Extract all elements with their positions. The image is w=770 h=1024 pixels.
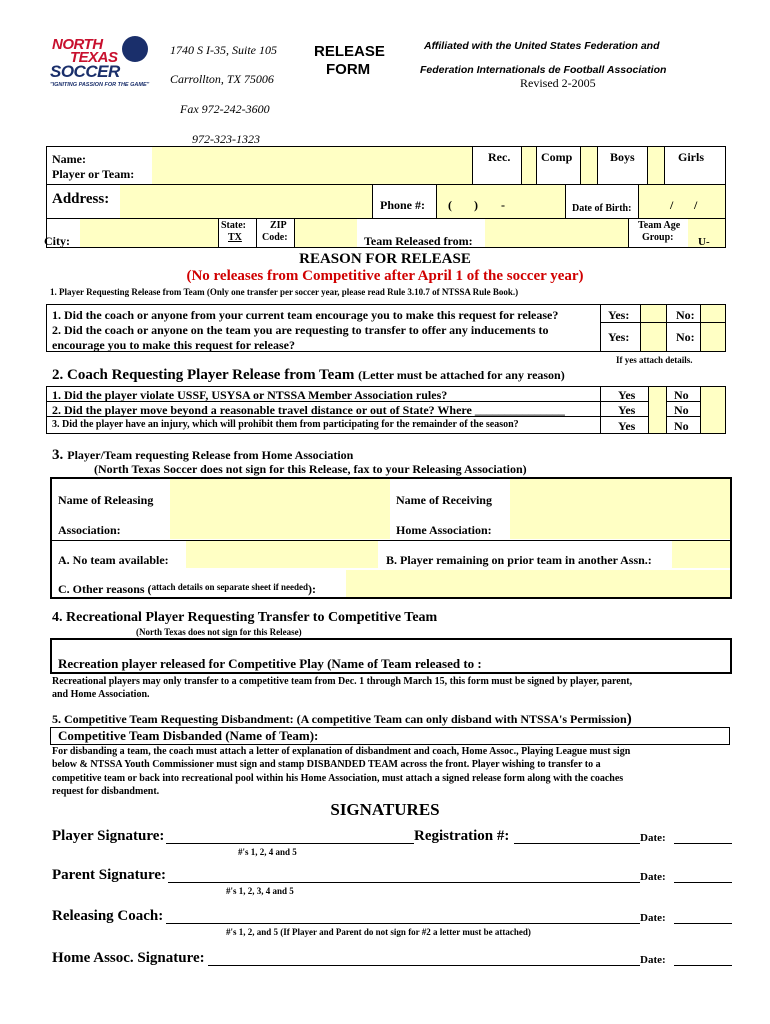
address-label: Address: xyxy=(52,191,110,207)
player-signature-line[interactable] xyxy=(166,843,414,844)
team-age-label-1: Team Age xyxy=(638,220,681,231)
team-released-label: Team Released from: xyxy=(364,234,473,248)
coach-signature-line[interactable] xyxy=(166,923,640,924)
player-signature-note: #'s 1, 2, 4 and 5 xyxy=(238,847,297,857)
player-date-label: Date: xyxy=(640,832,666,844)
s1-no-2: No: xyxy=(676,330,695,344)
player-team-label: Player or Team: xyxy=(52,167,135,181)
dob-field[interactable] xyxy=(639,185,725,218)
revised-date: Revised 2-2005 xyxy=(520,76,596,90)
other-reasons-small: attach details on separate sheet if needed xyxy=(151,582,309,592)
prior-team-label: B. Player remaining on prior team in another Assn.: xyxy=(386,553,652,567)
s2-question-2: 2. Did the player move beyond a reasonable travel distance or out of State? Where _______________ xyxy=(52,403,565,417)
affiliation-2: Federation Internationals de Football Association xyxy=(420,64,667,76)
reason-title: REASON FOR RELEASE xyxy=(299,251,471,267)
s2-yes-1: Yes xyxy=(618,388,636,402)
girls-label: Girls xyxy=(678,150,704,164)
home-date-line[interactable] xyxy=(674,965,732,966)
receiving-label-2: Home Association: xyxy=(396,523,492,537)
parent-signature-note: #'s 1, 2, 3, 4 and 5 xyxy=(226,886,294,896)
zip-label-1: ZIP xyxy=(270,220,287,231)
s2-no-2: No xyxy=(674,403,689,417)
section-5-text-4: request for disbandment. xyxy=(52,786,160,797)
section-2-note: (Letter must be attached for any reason) xyxy=(358,368,565,382)
if-yes-note: If yes attach details. xyxy=(616,355,693,365)
prior-team-field[interactable] xyxy=(672,541,730,568)
boys-checkbox[interactable] xyxy=(647,147,664,184)
reason-subtitle: (No releases from Competitive after April 1 of the soccer year) xyxy=(186,268,584,284)
header-fax: Fax 972-242-3600 xyxy=(180,102,270,116)
section-3-note: (North Texas Soccer does not sign for this Release, fax to your Releasing Association) xyxy=(94,462,527,476)
boys-label: Boys xyxy=(610,150,635,164)
s2-no-3: No xyxy=(674,419,689,433)
nts-logo xyxy=(50,36,150,94)
section-4-header: 4. Recreational Player Requesting Transfer to Competitive Team xyxy=(52,610,438,625)
other-reasons-label xyxy=(58,582,316,597)
state-value: TX xyxy=(228,232,242,243)
team-age-label-2: Group: xyxy=(642,232,674,243)
name-label: Name: xyxy=(52,152,86,166)
header-address-2: Carrollton, TX 75006 xyxy=(170,72,274,86)
other-reasons-field[interactable] xyxy=(346,570,730,597)
logo-line-3: SOCCER xyxy=(50,62,120,81)
no-team-label: A. No team available: xyxy=(58,553,169,567)
coach-date-label: Date: xyxy=(640,912,666,924)
section-3-num: 3. xyxy=(52,447,64,463)
phone-dash: - xyxy=(501,198,505,212)
section-5-text-3: competitive team or back into recreational pool within his Home Association, must attach a signed release form along with the coaches xyxy=(52,773,624,784)
logo-tagline: "IGNITING PASSION FOR THE GAME" xyxy=(50,82,150,88)
s1-yes-field[interactable] xyxy=(641,305,666,351)
s2-yes-field[interactable] xyxy=(649,387,666,433)
s1-question-1: 1. Did the coach or anyone from your current team encourage you to make this request for release? xyxy=(52,308,559,322)
s2-question-1: 1. Did the player violate USSF, USYSA or NTSSA Member Association rules? xyxy=(52,388,448,402)
coach-date-line[interactable] xyxy=(674,923,732,924)
section-5-header xyxy=(52,711,632,728)
s2-no-1: No xyxy=(674,388,689,402)
team-released-field[interactable] xyxy=(485,219,628,247)
no-team-field[interactable] xyxy=(186,541,378,568)
section-4-box-label: Recreation player released for Competitive Play (Name of Team released to : xyxy=(58,656,482,671)
signatures-title: SIGNATURES xyxy=(330,800,440,819)
releasing-label-1: Name of Releasing xyxy=(58,493,154,507)
dob-sep-2: / xyxy=(694,198,698,212)
logo-ball-icon xyxy=(122,36,148,62)
s1-no-1: No: xyxy=(676,308,695,322)
logo-line-1: NORTH xyxy=(52,36,103,53)
s2-yes-3: Yes xyxy=(618,419,636,433)
u-value: U- xyxy=(698,236,710,248)
registration-label: Registration #: xyxy=(414,828,510,844)
address-field[interactable] xyxy=(120,185,372,218)
parent-signature-label: Parent Signature: xyxy=(52,867,167,883)
section-1-header: 1. Player Requesting Release from Team (Only one transfer per soccer year, please read Rule 3.10.7 of NTSSA Rule Book.) xyxy=(50,287,519,297)
form-title-1: RELEASE xyxy=(314,43,385,60)
zip-field[interactable] xyxy=(295,219,357,247)
header-phone: 972-323-1323 xyxy=(192,132,260,146)
dob-label: Date of Birth: xyxy=(572,203,632,214)
s1-yes-2: Yes: xyxy=(608,330,630,344)
form-title-2: FORM xyxy=(326,61,371,78)
header-address-1: 1740 S I-35, Suite 105 xyxy=(170,43,277,57)
state-label: State: xyxy=(221,220,246,231)
coach-signature-label: Releasing Coach: xyxy=(52,908,164,924)
dob-sep-1: / xyxy=(670,198,674,212)
s1-question-2a: 2. Did the coach or anyone on the team you are requesting to transfer to offer any inducements to xyxy=(52,323,549,337)
coach-signature-note: #'s 1, 2, and 5 (If Player and Parent do not sign for #2 a letter must be attached) xyxy=(226,927,531,937)
section-4-text-2: and Home Association. xyxy=(52,689,150,700)
section-5-paren: ) xyxy=(626,711,632,727)
home-assoc-signature-line[interactable] xyxy=(208,965,640,966)
releasing-association-field[interactable] xyxy=(170,479,390,539)
logo-line-2: TEXAS xyxy=(70,49,118,66)
other-reasons-text: C. Other reasons ( xyxy=(58,582,152,596)
s2-yes-2: Yes xyxy=(618,403,636,417)
zip-label-2: Code: xyxy=(262,232,288,243)
section-5-title: 5. Competitive Team Requesting Disbandment: (A competitive Team can only disband with NTSSA's Permission xyxy=(52,712,627,726)
section-5-text-2: below & NTSSA Youth Commissioner must sign and stamp DISBANDED TEAM across the front. Player wishing to transfer to a xyxy=(52,759,601,770)
other-reasons-end: ): xyxy=(308,582,317,596)
city-label: City: xyxy=(44,234,70,248)
city-field[interactable] xyxy=(80,219,218,247)
name-field[interactable] xyxy=(152,147,472,184)
phone-paren-open: ( xyxy=(448,198,452,212)
s2-question-3: 3. Did the player have an injury, which will prohibit them from participating for the remainder of the season? xyxy=(52,419,519,430)
section-4-note: (North Texas does not sign for this Release) xyxy=(136,627,302,637)
section-2-title: 2. Coach Requesting Player Release from Team xyxy=(52,367,355,383)
player-signature-label: Player Signature: xyxy=(52,828,165,844)
home-date-label: Date: xyxy=(640,954,666,966)
phone-paren-close: ) xyxy=(474,198,478,212)
s2-no-field[interactable] xyxy=(701,387,725,433)
parent-date-label: Date: xyxy=(640,871,666,883)
section-3-title: Player/Team requesting Release from Home Association xyxy=(67,448,354,462)
s1-question-2b: encourage you to make this request for release? xyxy=(52,338,295,352)
parent-signature-line[interactable] xyxy=(168,882,640,883)
home-assoc-signature-label: Home Assoc. Signature: xyxy=(52,950,205,966)
affiliation-1: Affiliated with the United States Federation and xyxy=(424,40,660,52)
section-5-box-label: Competitive Team Disbanded (Name of Team): xyxy=(58,728,319,743)
rec-label: Rec. xyxy=(488,150,511,164)
parent-date-line[interactable] xyxy=(674,882,732,883)
section-4-text-1: Recreational players may only transfer to a competitive team from Dec. 1 through March 15, this form must be signed by player, parent, xyxy=(52,676,633,687)
s1-yes-1: Yes: xyxy=(608,308,630,322)
receiving-label-1: Name of Receiving xyxy=(396,493,492,507)
rec-checkbox[interactable] xyxy=(521,147,536,184)
section-2-header xyxy=(52,367,565,384)
receiving-association-field[interactable] xyxy=(510,479,730,539)
registration-line[interactable] xyxy=(514,843,640,844)
section-5-text-1: For disbanding a team, the coach must attach a letter of explanation of disbandment and coach, Home Assoc., Playing League must sign xyxy=(52,746,631,757)
s1-no-field[interactable] xyxy=(701,305,725,351)
phone-label: Phone #: xyxy=(380,198,425,212)
releasing-label-2: Association: xyxy=(58,523,121,537)
comp-checkbox[interactable] xyxy=(580,147,597,184)
player-date-line[interactable] xyxy=(674,843,732,844)
comp-label: Comp xyxy=(541,150,573,164)
